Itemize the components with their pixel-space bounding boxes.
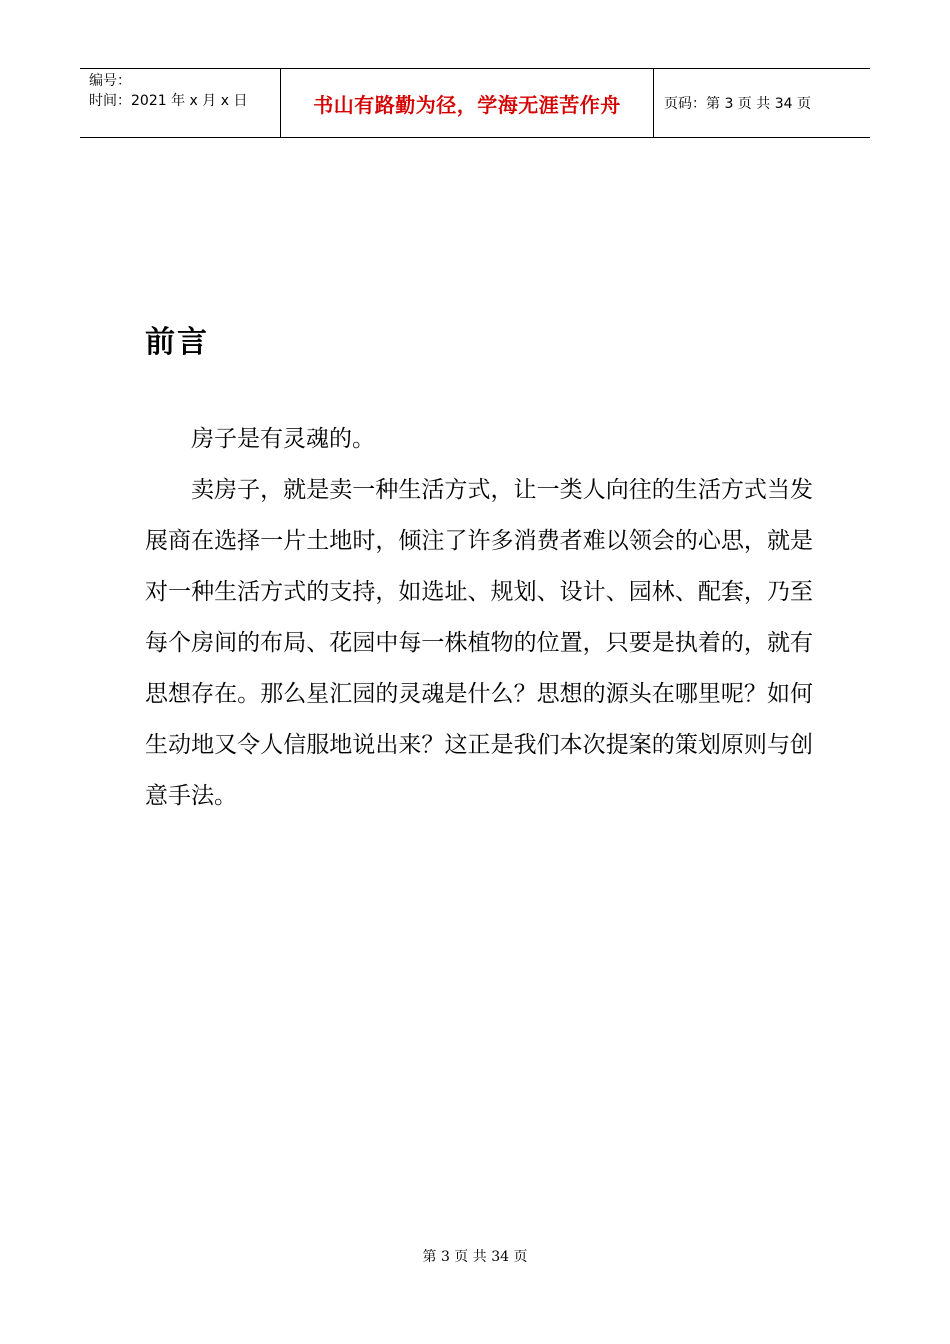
section-heading: 前言	[145, 325, 209, 360]
paragraph: 卖房子，就是卖一种生活方式，让一类人向往的生活方式当发展商在选择一片土地时，倾注了许多消费者难以领会的心思，就是对一种生活方式的支持，如选址、规划、设计、园林、配套，乃至每个房间的布局、花园中每一株植物的位置，只要是执着的，就有思想存在。那么星汇园的灵魂是什么？思想的源头在哪里呢？如何生动地又令人信服地说出来？这正是我们本次提案的策划原则与创意手法。	[145, 477, 813, 809]
header-meta-cell	[80, 69, 281, 137]
header-motto: 书山有路勤为径，学海无涯苦作舟	[313, 92, 621, 117]
header-page-code: 页码：第 3 页 共 34 页	[664, 96, 811, 112]
body-text	[145, 414, 813, 822]
document-number-label: 编号：	[89, 73, 131, 89]
paragraph: 房子是有灵魂的。	[191, 426, 375, 452]
document-header	[80, 68, 870, 138]
header-motto-cell	[281, 69, 654, 137]
page-footer: 第 3 页 共 34 页	[422, 1249, 528, 1265]
header-page-cell	[654, 69, 870, 137]
document-date-label: 时间：2021 年 x 月 x 日	[89, 93, 248, 109]
